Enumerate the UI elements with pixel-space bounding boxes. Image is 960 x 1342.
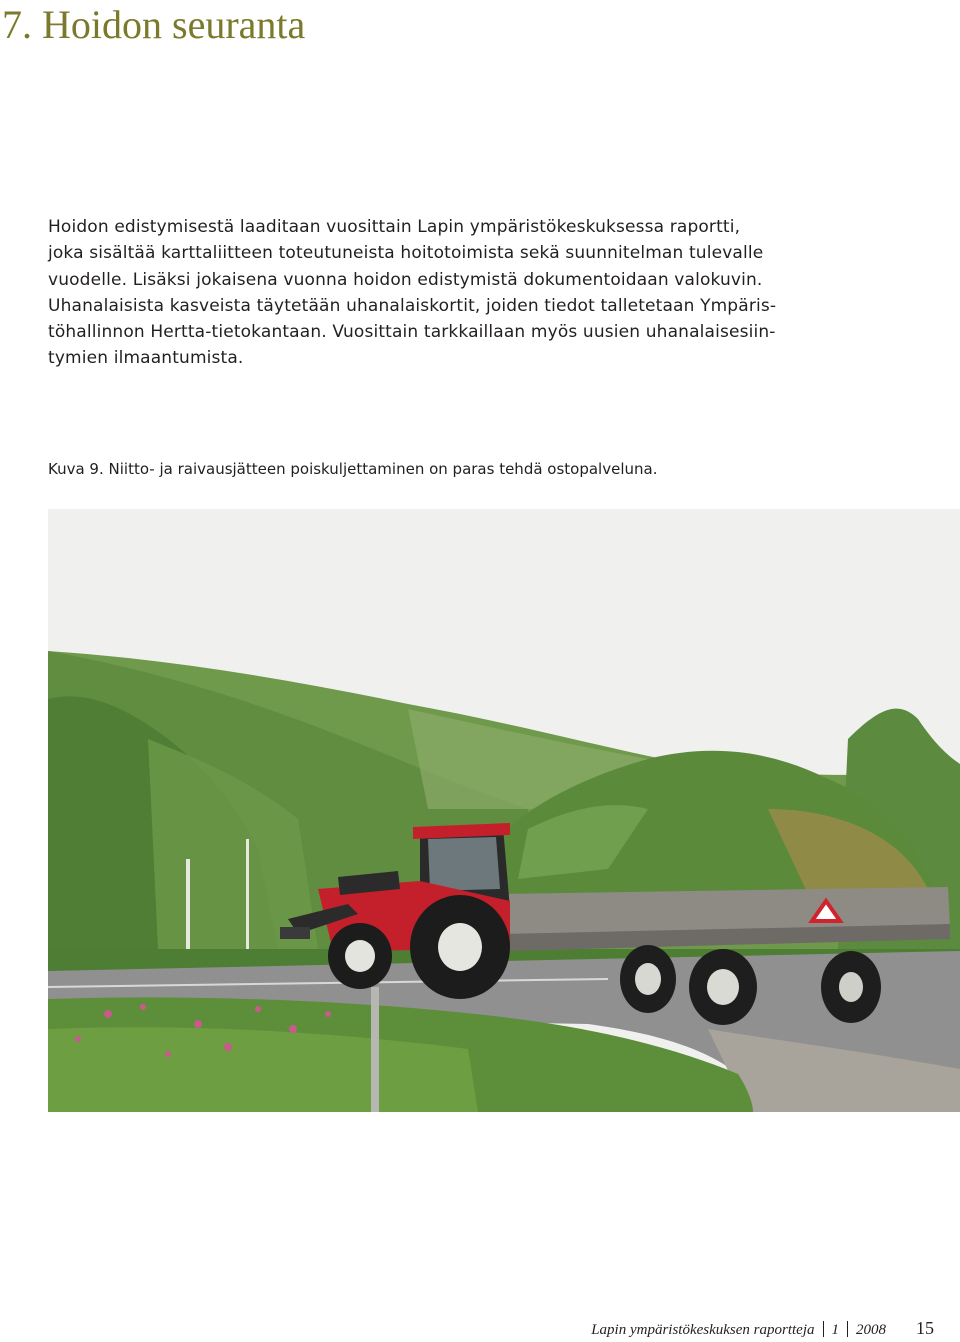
paragraph-line: tymien ilmaantumista. (48, 348, 244, 369)
paragraph-line: vuodelle. Lisäksi jokaisena vuonna hoidon edistymistä dokumentoidaan valokuvin. (48, 269, 763, 290)
paragraph-line: töhallinnon Hertta-tietokantaan. Vuosittain tarkkaillaan myös uusien uhanalaisesiin- (48, 322, 776, 343)
publication-name: Lapin ympäristökeskuksen raportteja (591, 1322, 815, 1338)
tractor-photo-illustration (48, 509, 960, 1112)
page-number: 15 (916, 1318, 934, 1338)
body-paragraph (48, 214, 812, 372)
paragraph-line: Uhanalaisista kasveista täytetään uhanalaiskortit, joiden tiedot talletetaan Ympäris- (48, 295, 777, 316)
footer-divider (823, 1321, 824, 1337)
page-title: 7. Hoidon seuranta (2, 2, 306, 47)
issue-number: 1 (831, 1322, 839, 1338)
roadside-post (371, 987, 379, 1112)
page-footer (591, 1318, 934, 1339)
footer-divider (847, 1321, 848, 1337)
paragraph-line: joka sisältää karttaliitteen toteutuneista hoitotoimista sekä suunnitelman tulevalle (48, 243, 764, 264)
figure-caption (48, 459, 657, 479)
figure-photo (48, 509, 960, 1112)
publication-year: 2008 (856, 1322, 886, 1338)
paragraph-line: Hoidon edistymisestä laaditaan vuosittain Lapin ympäristökeskuksessa raportti, (48, 217, 741, 237)
figure-label: Kuva 9. (48, 460, 104, 478)
figure-caption-text: Niitto- ja raivausjätteen poiskuljettaminen on paras tehdä ostopalveluna. (103, 460, 658, 478)
